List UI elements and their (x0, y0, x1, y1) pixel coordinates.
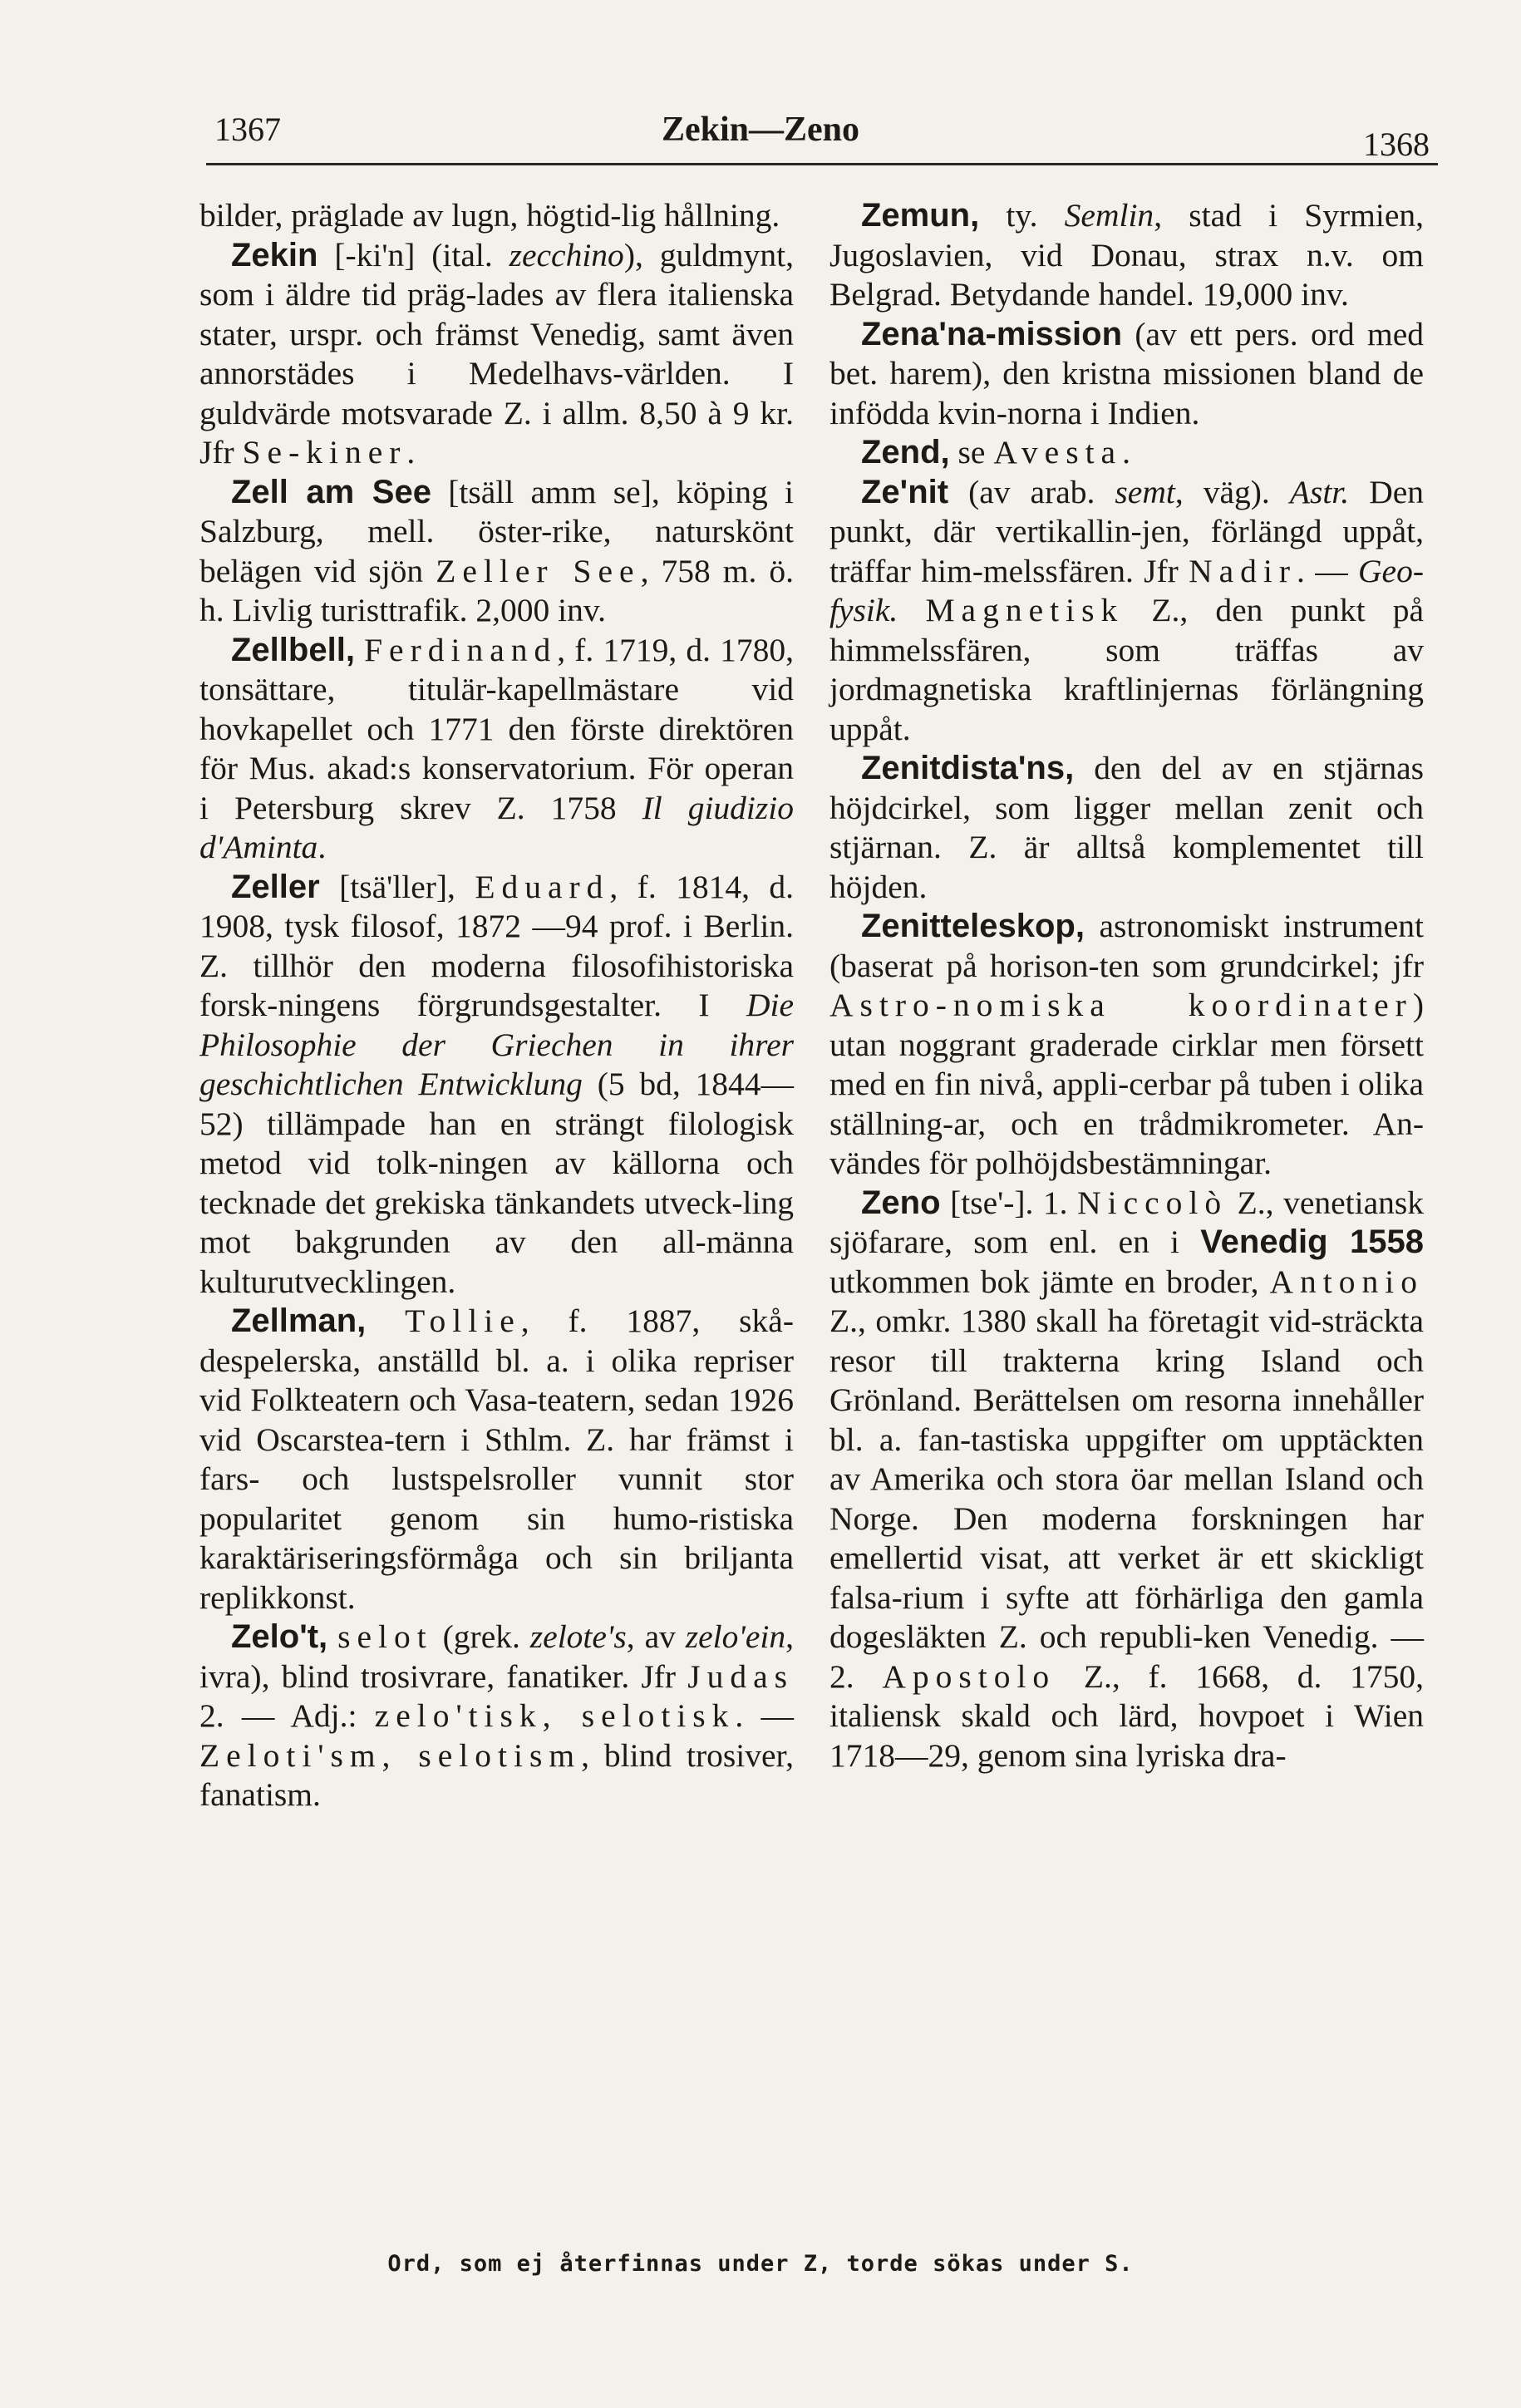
headword: Ze'nit (861, 473, 949, 510)
dictionary-entry (199, 868, 794, 1302)
continued-text (199, 196, 794, 236)
dictionary-entry (829, 315, 1424, 434)
entry-text (366, 1302, 405, 1339)
spaced-name: Judas (687, 1657, 794, 1695)
spaced-name: Eduard (475, 868, 610, 905)
dictionary-entry (199, 1618, 794, 1815)
entry-text: (av arab. (948, 473, 1115, 510)
italic-text: semt (1115, 473, 1175, 510)
dictionary-entry (199, 236, 794, 473)
entry-text: bilder, präglade av lugn, högtid-lig hållning. (199, 197, 780, 234)
dictionary-entry (829, 749, 1424, 907)
spaced-name: selot (337, 1618, 433, 1655)
page-number-left: 1367 (214, 111, 281, 148)
entry-text: [tse'-]. 1. (940, 1184, 1078, 1221)
italic-text: zecchino (509, 236, 624, 273)
spaced-name: Ferdinand (364, 631, 558, 668)
entry-text: , f. 1814, d. 1908, tysk filosof, 1872 —94 prof. i Berlin. Z. tillhör den moderna filosofihistoriska forsk-ningens förgrundsgestalter. I (199, 868, 795, 1023)
entry-text: . (1122, 434, 1130, 470)
dictionary-entry (829, 473, 1424, 750)
header-rule (206, 163, 1438, 165)
headword: Zellbell, (231, 631, 355, 668)
italic-text: Astr. (1289, 473, 1350, 510)
entry-text: ) utan noggrant graderade cirklar men försett med en fin nivå, appli-cerbar på tuben i olika ställning-ar, och en trådmikrometer. An-vändes för polhöjdsbestämningar. (829, 987, 1424, 1181)
spaced-name: Antonio (1269, 1263, 1424, 1300)
entry-text: [-ki'n] (ital. (317, 236, 509, 273)
spaced-name: Magnetisk (925, 592, 1125, 628)
entry-text: . (317, 829, 327, 865)
entry-text: . — (1297, 552, 1359, 589)
entry-text: , 758 m. ö. h. Livlig turisttrafik. 2,000 inv. (199, 552, 794, 628)
dictionary-entry (829, 1184, 1424, 1776)
entry-text (327, 1618, 337, 1655)
entry-text: (5 bd, 1844—52) tillämpade han en strängt filologisk metod vid tolk-ningen av källorna och tecknade det grekiska tänkandets utveck-ling mot bakgrunden av den all-männa kulturutvecklingen. (199, 1066, 795, 1300)
headword: Zemun, (861, 197, 980, 234)
italic-text: zelote's (529, 1618, 627, 1655)
entry-text: . — (735, 1697, 794, 1734)
dictionary-entry (829, 196, 1424, 315)
footer-note: Ord, som ej återfinnas under Z, torde sökas under S. (387, 2251, 1134, 2277)
page-number-right: 1368 (1363, 126, 1430, 163)
entry-text (898, 592, 925, 628)
entry-text: Z., den punkt på himmelssfären, som träffas av jordmagnetiska kraftlinjernas förlängning uppåt. (829, 592, 1425, 747)
entry-text (355, 632, 364, 668)
spaced-name: Se-kiner (242, 434, 407, 470)
entry-text: Z., venetiansk sjöfarare, som enl. en i (829, 1184, 1424, 1260)
spaced-name: Tollie (405, 1302, 521, 1339)
italic-text: Semlin (1064, 197, 1154, 234)
italic-text: Il giudizio d'Aminta (199, 789, 794, 865)
headword: Zend, (861, 434, 950, 470)
headword: Venedig 1558 (1200, 1224, 1424, 1260)
entry-text: 2. — Adj.: (199, 1697, 375, 1734)
headword: Zena'na-mission (861, 315, 1123, 352)
left-column (199, 196, 794, 1815)
entry-text: , f. 1887, skå-despelerska, anställd bl. a. i olika repriser vid Folkteatern och Vasa-teatern, sedan 1926 vid Oscarstea-tern i Sthlm. Z. har främst i fars- och lustspelsroller vunnit stor popularitet genom sin humo-ristiska karaktäriseringsförmåga och sin briljanta replikkonst. (199, 1302, 794, 1616)
entry-text: , av (626, 1618, 686, 1655)
entry-text: Z., f. 1668, d. 1750, italiensk skald och lärd, hovpoet i Wien 1718—29, genom sina lyriska dra- (829, 1657, 1424, 1774)
entry-text: , ivra), blind trosivrare, fanatiker. Jfr (199, 1618, 794, 1695)
dictionary-entry (199, 631, 794, 868)
spaced-name: Zeloti'sm, selotism (199, 1736, 582, 1774)
entry-text: , blind trosiver, fanatism. (199, 1736, 794, 1813)
headword: Zekin (231, 236, 318, 273)
entry-text: se (949, 434, 994, 470)
headword: Zell am See (231, 473, 431, 510)
entry-text: , stad i Syrmien, Jugoslavien, vid Donau, strax n.v. om Belgrad. Betydande handel. 19,000 inv. (829, 197, 1424, 313)
entry-text: [tsä'ller], (319, 868, 475, 905)
dictionary-entry (829, 907, 1424, 1184)
spaced-name: Apostolo (882, 1657, 1056, 1695)
right-column (829, 196, 1424, 1775)
entry-text: ty. (979, 197, 1065, 234)
spaced-name: zelo'tisk, selotisk (374, 1697, 736, 1734)
spaced-name: Avesta (993, 434, 1123, 470)
headword: Zeno (861, 1184, 941, 1221)
headword: Zenitteleskop, (861, 908, 1085, 944)
entry-text: Z., omkr. 1380 skall ha företagit vid-sträckta resor till trakterna kring Island och Grönland. Berättelsen om resorna innehåller bl. a. fan-tastiska uppgifter om upptäckten av Amerika och stora öar mellan Island och Norge. Den moderna forskningen har emellertid visat, att verket är ett skickligt falsa-rium i syfte att förhärliga den gamla dogesläkten Z. och republi-ken Venedig. — 2. (829, 1302, 1424, 1695)
italic-text: zelo'ein (685, 1618, 786, 1655)
entry-text: , f. 1719, d. 1780, tonsättare, titulär-kapellmästare vid hovkapellet och 1771 den förste direktören för Mus. akad:s konservatorium. För operan i Petersburg skrev Z. 1758 (199, 631, 795, 826)
italic-text: Die Philosophie der Griechen in ihrer geschichtlichen Entwicklung (199, 987, 794, 1102)
entry-text: , väg). (1174, 473, 1290, 510)
spaced-name: Niccolò (1077, 1184, 1228, 1221)
entry-text: (grek. (432, 1618, 530, 1655)
entry-text: ), guldmynt, som i äldre tid präg-lades av flera italienska stater, urspr. och främst Venedig, samt även annorstädes i Medelhavs-världen. I guldvärde motsvarade Z. i allm. 8,50 à 9 kr. Jfr (199, 236, 794, 470)
italic-text: Geo-fysik. (829, 552, 1424, 628)
headword: Zeller (231, 868, 320, 905)
entry-text: [tsäll amm se], köping i Salzburg, mell. öster-rike, naturskönt belägen vid sjön (199, 473, 794, 589)
dictionary-entry (199, 473, 794, 631)
entry-text: (av ett pers. ord med bet. harem), den kristna missionen bland de infödda kvin-norna i Indien. (829, 315, 1424, 431)
entry-text: astronomiskt instrument (baserat på horison-ten som grundcirkel; jfr (829, 908, 1424, 984)
spaced-name: Zeller See (436, 552, 641, 589)
dictionary-entry (199, 1302, 794, 1618)
entry-text: Den punkt, där vertikallin-jen, förlängd uppåt, träffar him-melssfären. Jfr (829, 473, 1425, 589)
entry-text: den del av en stjärnas höjdcirkel, som ligger mellan zenit och stjärnan. Z. är alltså komplementet till höjden. (829, 750, 1424, 905)
running-title: Zekin—Zeno (661, 111, 860, 149)
spaced-name: Astro-nomiska koordinater (829, 987, 1413, 1023)
headword: Zelo't, (231, 1618, 328, 1655)
entry-text: utkommen bok jämte en broder, (829, 1263, 1270, 1300)
headword: Zenitdista'ns, (861, 750, 1075, 786)
spaced-name: Nadir (1189, 552, 1297, 589)
entry-text: . (406, 434, 416, 470)
dictionary-entry (829, 433, 1424, 473)
headword: Zellman, (231, 1302, 367, 1339)
